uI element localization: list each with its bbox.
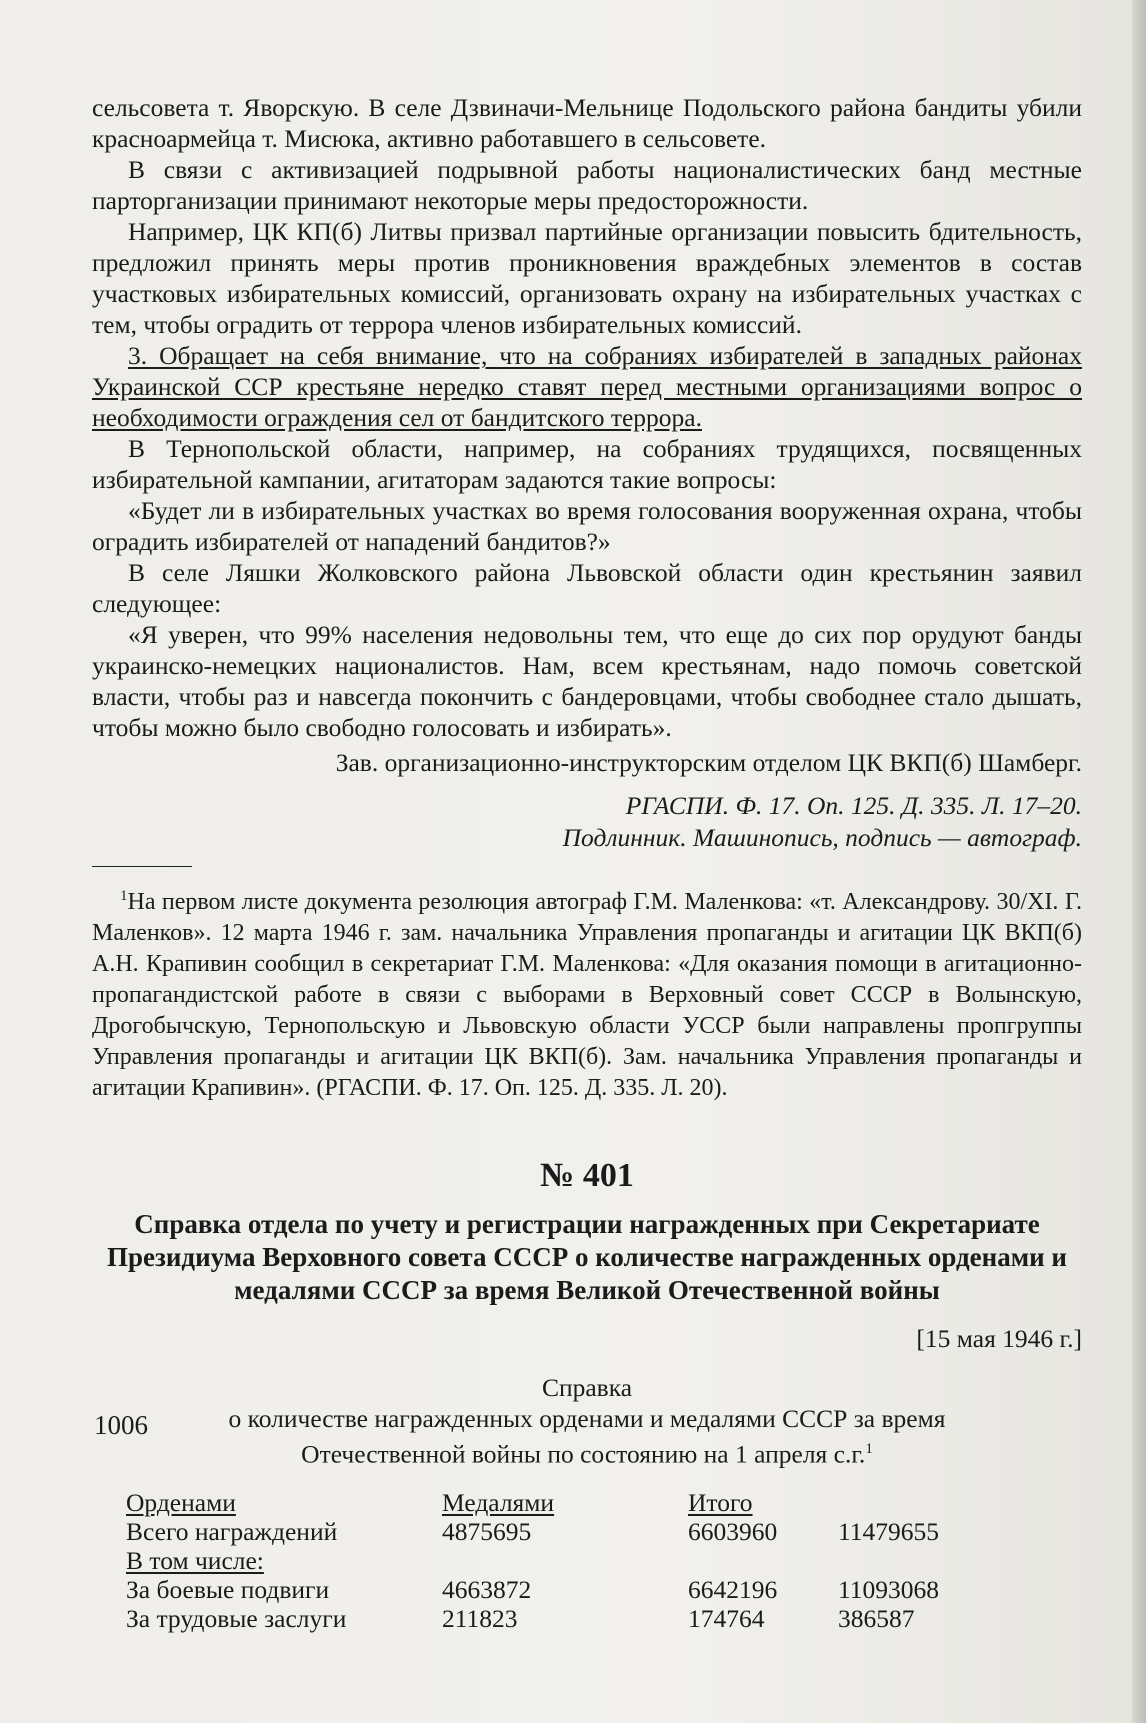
spravka-heading: Справка (541, 1373, 633, 1402)
quote-peasant: «Я уверен, что 99% населения недовольны тем, что еще до сих пор орудуют банды украинско-немецких националистов. Нам, всем крестьянам, надо помочь советской власти, чтобы раз и навсегда покончить с бандеровцами, чтобы свободнее стало дышать, чтобы можно было свободно голосовать и избирать». (92, 620, 1082, 742)
row-label: За трудовые заслуги (126, 1603, 347, 1633)
header-medals: Медалями (442, 1487, 555, 1517)
row-medals: 6603960 (688, 1516, 778, 1546)
header-total: Итого (688, 1487, 753, 1517)
row-label: За боевые подвиги (126, 1574, 330, 1604)
table-header-row (126, 1488, 998, 1517)
paragraph-lithuania-example: Например, ЦК КП(б) Литвы призвал партийные организации повысить бдительность, предложил принять меры против проникновения враждебных элементов в состав участковых избирательных комиссий, организовать охрану на избирательных участках с тем, чтобы оградить от террора членов избирательных комиссий. (92, 217, 1082, 339)
page-number: 1006 (94, 1410, 148, 1440)
document-number: № 401 (540, 1157, 634, 1194)
row-orders: 211823 (442, 1603, 518, 1633)
spravka-subtitle-line1: о количестве награжденных орденами и медалями СССР за время (228, 1404, 946, 1433)
row-total: 11479655 (838, 1516, 940, 1546)
quote-question: «Будет ли в избирательных участках во время голосования вооруженная охрана, чтобы оградить избирателей от нападений бандитов?» (92, 496, 1082, 556)
row-total (838, 1546, 998, 1575)
footnote-divider (92, 866, 192, 867)
row-medals: 174764 (688, 1603, 765, 1633)
header-orders: Орденами (126, 1487, 236, 1517)
table-row (126, 1546, 998, 1575)
row-orders: 4663872 (442, 1574, 532, 1604)
row-medals (688, 1546, 838, 1575)
page-edge-shadow (1132, 0, 1146, 1723)
paragraph-continuation: сельсовета т. Яворскую. В селе Дзвиначи-Мельнице Подольского района бандиты убили красноармейца т. Мисюка, активно работавшего в сельсовете. (92, 93, 1082, 153)
footnote (92, 881, 1082, 1104)
table-row (126, 1517, 998, 1546)
row-orders (442, 1546, 688, 1575)
paragraph-party-measures: В связи с активизацией подрывной работы националистических банд местные парторганизации принимают некоторые меры предосторожности. (92, 155, 1082, 215)
header-empty (838, 1488, 998, 1517)
footnote-marker: 1 (120, 888, 128, 904)
row-total: 386587 (838, 1603, 915, 1633)
signature-line: Зав. организационно-инструкторским отделом ЦК ВКП(б) Шамберг. (335, 748, 1082, 777)
paragraph-lyashki: В селе Ляшки Жолковского района Львовской области один крестьянин заявил следующее: (92, 558, 1082, 618)
table-row (126, 1575, 998, 1604)
archive-note: Подлинник. Машинопись, подпись — автограф. (562, 823, 1082, 852)
archive-reference (92, 790, 1082, 854)
row-total: 11093068 (838, 1574, 940, 1604)
archive-ref: РГАСПИ. Ф. 17. Оп. 125. Д. 335. Л. 17–20. (625, 791, 1082, 820)
footnote-text: На первом листе документа резолюция автограф Г.М. Маленкова: «т. Александрову. 30/XI. Г. Маленков». 12 марта 1946 г. зам. начальника Управления пропаганды и агитации ЦК ВКП(б) А.Н. Крапивин сообщил в секретариат Г.М. Маленкова: «Для оказания помощи в агитационно-пропагандистской работе в связи с выборами в Верховный совет СССР в Волынскую, Дрогобычскую, Тернопольскую и Львовскую области УССР были направлены пропгруппы Управления пропаганды и агитации ЦК ВКП(б). Зам. начальника Управления пропаганды и агитации Крапивин». (РГАСПИ. Ф. 17. Оп. 125. Д. 335. Л. 20). (92, 889, 1082, 1101)
spravka-subtitle-line2 (92, 1434, 1082, 1470)
subtitle-footnote-marker: 1 (865, 1441, 873, 1457)
subtitle-text: Отечественной войны по состоянию на 1 апреля с.г. (301, 1439, 866, 1469)
row-medals: 6642196 (688, 1574, 778, 1604)
awards-table (126, 1488, 998, 1633)
paragraph-ternopol: В Тернопольской области, например, на собраниях трудящихся, посвященных избирательной кампании, агитаторам задаются такие вопросы: (92, 434, 1082, 494)
row-label: Всего награждений (126, 1516, 338, 1546)
document-date: [15 мая 1946 г.] (916, 1324, 1082, 1353)
row-label: В том числе: (126, 1545, 264, 1575)
page-content (92, 92, 1082, 1633)
row-orders: 4875695 (442, 1516, 532, 1546)
document-title: Справка отдела по учету и регистрации награжденных при Секретариате Президиума Верховного совета СССР о количестве награжденных орденами и медалями СССР за время Великой Отечественной войны (107, 1209, 1067, 1305)
paragraph-point-3: 3. Обращает на себя внимание, что на собраниях избирателей в западных районах Украинской ССР крестьяне нередко ставят перед местными организациями вопрос о необходимости ограждения сел от бандитского террора. (92, 341, 1082, 432)
table-row (126, 1604, 998, 1633)
